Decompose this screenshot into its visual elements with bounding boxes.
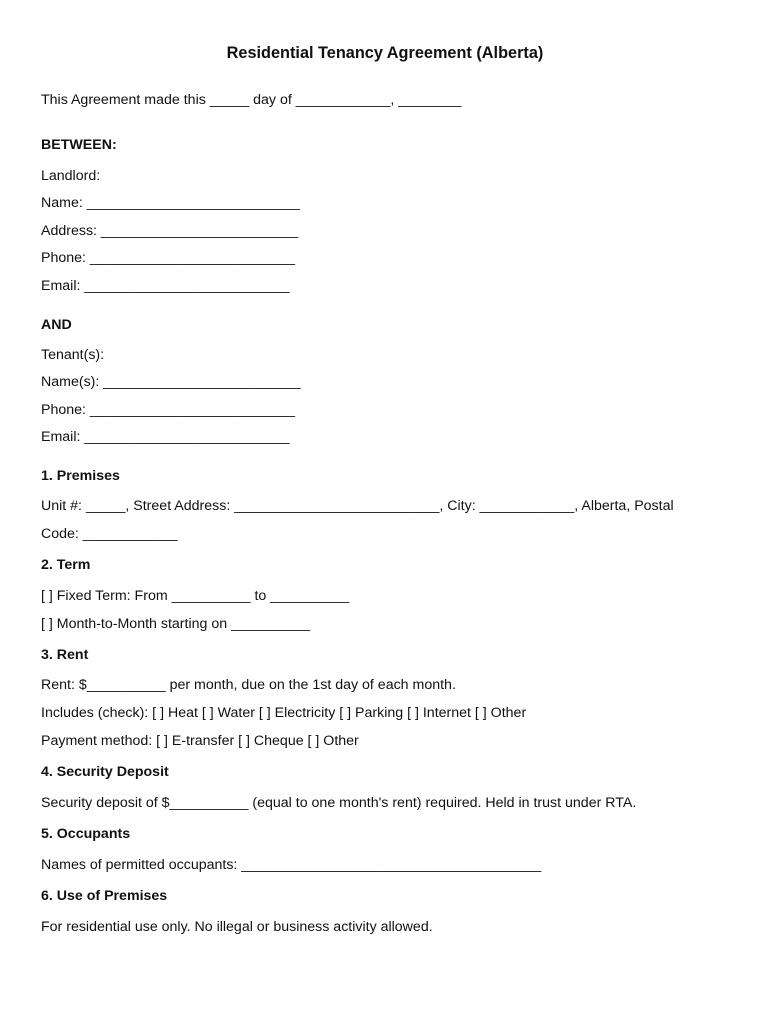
tenant-phone-field: Phone: __________________________: [41, 402, 296, 418]
use-line: For residential use only. No illegal or business activity allowed.: [41, 919, 433, 935]
deposit-line: Security deposit of $__________ (equal to one month's rent) required. Held in trust under RTA.: [41, 795, 637, 811]
term-fixed-line: [ ] Fixed Term: From __________ to __________: [41, 588, 350, 604]
use-heading: 6. Use of Premises: [41, 888, 168, 904]
premises-heading: 1. Premises: [41, 468, 120, 484]
rent-includes-line: Includes (check): [ ] Heat [ ] Water [ ] Electricity [ ] Parking [ ] Internet [ ] Other: [41, 705, 527, 721]
rent-payment-line: Payment method: [ ] E-transfer [ ] Cheque [ ] Other: [41, 733, 359, 749]
landlord-address-field: Address: _________________________: [41, 223, 299, 239]
term-monthly-line: [ ] Month-to-Month starting on __________: [41, 616, 310, 632]
landlord-phone-field: Phone: __________________________: [41, 250, 296, 266]
premises-postal-line: Code: ____________: [41, 526, 178, 542]
rent-amount-line: Rent: $__________ per month, due on the 1st day of each month.: [41, 677, 456, 693]
and-heading: AND: [41, 317, 72, 333]
document-title: Residential Tenancy Agreement (Alberta): [226, 44, 544, 62]
occupants-line: Names of permitted occupants: ______________________________________: [41, 857, 542, 873]
landlord-label: Landlord:: [41, 168, 101, 184]
between-heading: BETWEEN:: [41, 137, 117, 153]
rent-heading: 3. Rent: [41, 647, 89, 663]
term-heading: 2. Term: [41, 557, 91, 573]
premises-address-line: Unit #: _____, Street Address: __________________________, City: ____________, Alberta, Postal: [41, 498, 674, 514]
tenant-label: Tenant(s):: [41, 347, 105, 363]
tenant-email-field: Email: __________________________: [41, 429, 290, 445]
landlord-email-field: Email: __________________________: [41, 278, 290, 294]
landlord-name-field: Name: ___________________________: [41, 195, 300, 211]
tenant-names-field: Name(s): _________________________: [41, 374, 301, 390]
agreement-intro: This Agreement made this _____ day of ____________, ________: [41, 92, 462, 108]
occupants-heading: 5. Occupants: [41, 826, 131, 842]
deposit-heading: 4. Security Deposit: [41, 764, 169, 780]
